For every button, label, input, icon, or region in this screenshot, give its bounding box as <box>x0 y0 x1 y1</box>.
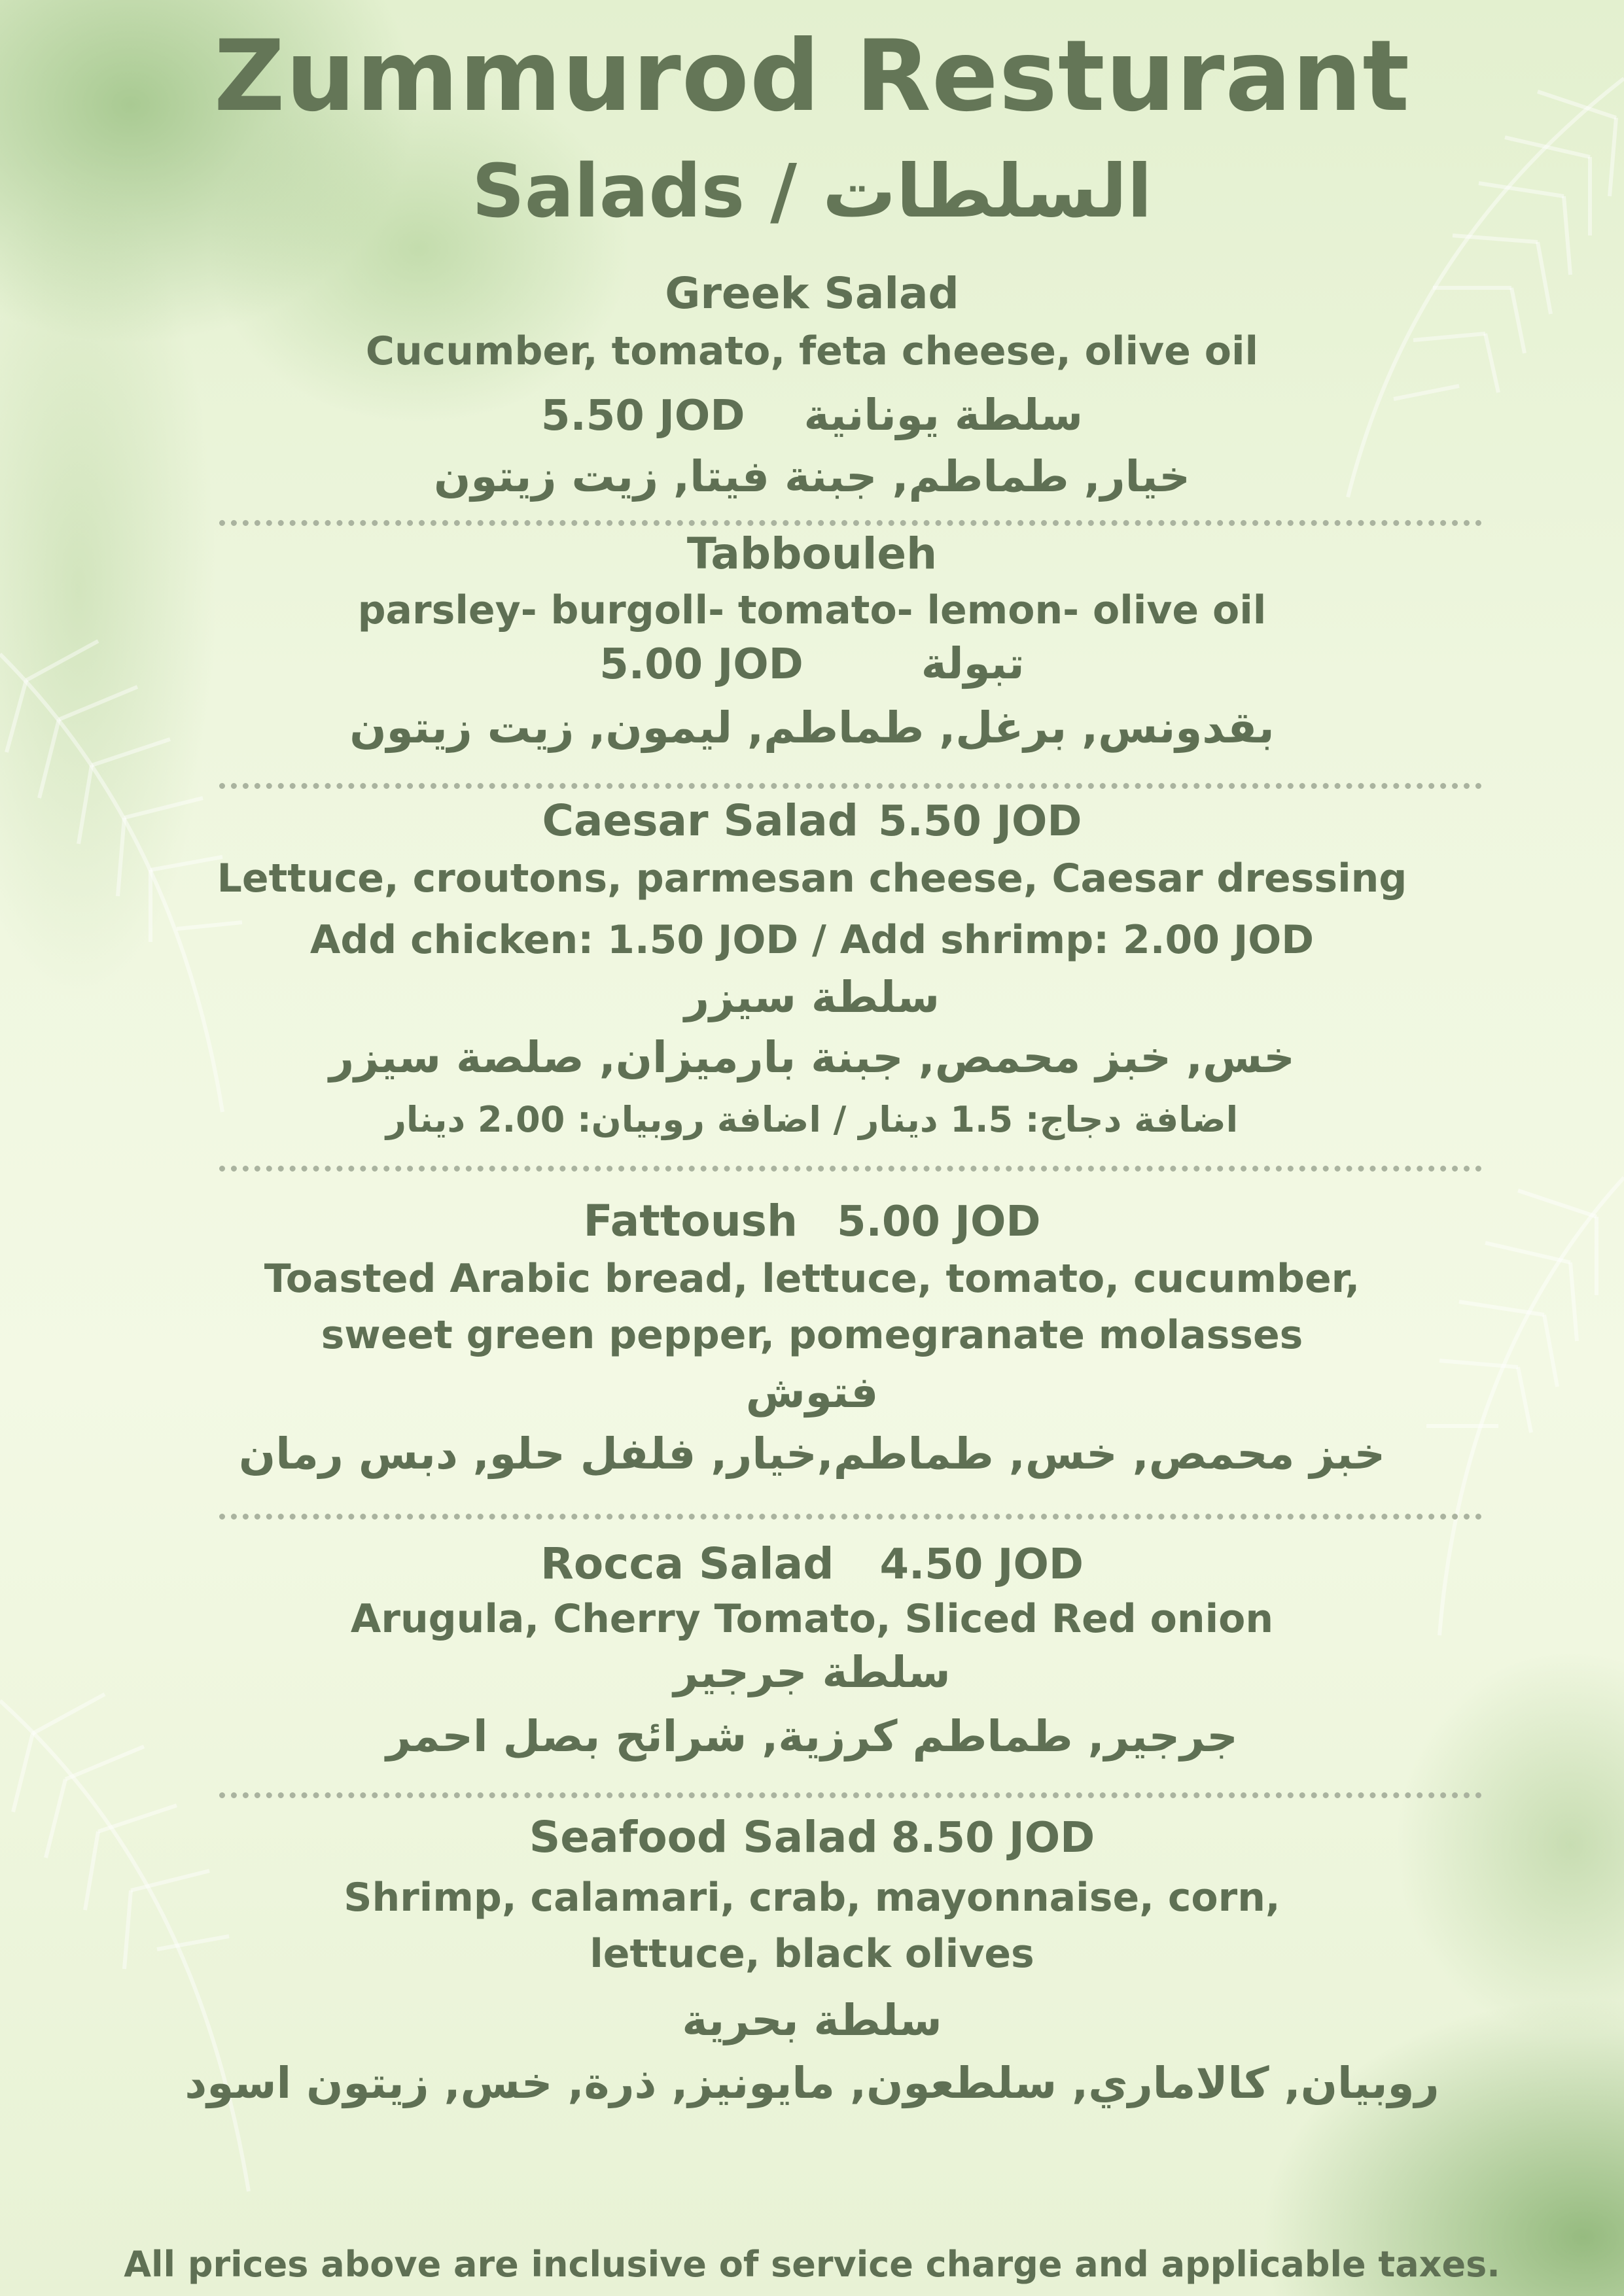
greek-salad-price: 5.50 JOD <box>540 392 745 440</box>
caesar-salad-addons-arabic: اضافة دجاج: 1.5 دينار / اضافة روبيان: 2.00 دينار <box>385 1099 1239 1140</box>
greek-salad-name: Greek Salad <box>665 268 959 319</box>
tabbouleh-description: parsley- burgoll- tomato- lemon- olive oil <box>357 587 1267 633</box>
caesar-salad-name: Caesar Salad <box>542 795 859 846</box>
fattoush-name: Fattoush <box>583 1196 798 1246</box>
divider <box>219 1166 1482 1172</box>
seafood-salad-description-line1: Shrimp, calamari, crab, mayonnaise, corn, <box>344 1875 1280 1921</box>
fattoush-description-line1: Toasted Arabic bread, lettuce, tomato, cucumber, <box>264 1256 1360 1302</box>
rocca-salad-header <box>0 1539 1624 1589</box>
fattoush-description-arabic: خبز محمص, خس, طماطم,خيار, فلفل حلو, دبس رمان <box>238 1429 1386 1479</box>
divider <box>219 783 1482 789</box>
seafood-salad-price: 8.50 JOD <box>891 1814 1095 1862</box>
tabbouleh-price-row <box>0 638 1624 689</box>
tabbouleh-description-arabic: بقدونس, برغل, طماطم, ليمون, زيت زيتون <box>349 703 1275 753</box>
divider <box>219 1792 1482 1798</box>
tabbouleh-name-arabic: تبولة <box>921 638 1025 689</box>
caesar-salad-description: Lettuce, croutons, parmesan cheese, Caesar dressing <box>217 856 1407 901</box>
restaurant-name: Zummurod Resturant <box>213 20 1411 133</box>
tabbouleh-price: 5.00 JOD <box>599 640 803 689</box>
footer-tax-note: All prices above are inclusive of service charge and applicable taxes. <box>124 2244 1500 2285</box>
greek-salad-description: Cucumber, tomato, feta cheese, olive oil <box>365 328 1259 374</box>
divider <box>219 520 1482 526</box>
caesar-salad-name-arabic: سلطة سيزر <box>684 972 940 1022</box>
caesar-salad-addons: Add chicken: 1.50 JOD / Add shrimp: 2.00 JOD <box>309 917 1315 963</box>
section-title: Salads / السلطات <box>472 149 1152 234</box>
divider <box>219 1514 1482 1520</box>
seafood-salad-description-arabic: روبيان, كالاماري, سلطعون, مايونيز, ذرة, خس, زيتون اسود <box>185 2058 1439 2108</box>
fattoush-price: 5.00 JOD <box>836 1198 1041 1246</box>
rocca-salad-name-arabic: سلطة جرجير <box>673 1647 951 1697</box>
seafood-salad-header <box>0 1812 1624 1862</box>
rocca-salad-description-arabic: جرجير, طماطم كرزية, شرائح بصل احمر <box>386 1711 1238 1762</box>
seafood-salad-description-line2: lettuce, black olives <box>590 1931 1034 1977</box>
caesar-salad-description-arabic: خس, خبز محمص, جبنة بارميزان, صلصة سيزر <box>329 1032 1295 1083</box>
seafood-salad-name: Seafood Salad <box>529 1812 878 1862</box>
fattoush-header <box>0 1196 1624 1246</box>
caesar-salad-header <box>0 795 1624 846</box>
greek-salad-price-row <box>0 390 1624 440</box>
fattoush-name-arabic: فتوش <box>745 1367 879 1418</box>
seafood-salad-name-arabic: سلطة بحرية <box>682 1995 942 2045</box>
caesar-salad-price: 5.50 JOD <box>878 797 1082 846</box>
greek-salad-name-arabic: سلطة يونانية <box>803 390 1084 440</box>
rocca-salad-name: Rocca Salad <box>540 1539 834 1589</box>
rocca-salad-price: 4.50 JOD <box>879 1540 1084 1589</box>
rocca-salad-description: Arugula, Cherry Tomato, Sliced Red onion <box>350 1596 1274 1642</box>
tabbouleh-name: Tabbouleh <box>686 529 938 579</box>
fattoush-description-line2: sweet green pepper, pomegranate molasses <box>321 1312 1303 1358</box>
greek-salad-description-arabic: خيار, طماطم, جبنة فيتا, زيت زيتون <box>434 451 1190 502</box>
